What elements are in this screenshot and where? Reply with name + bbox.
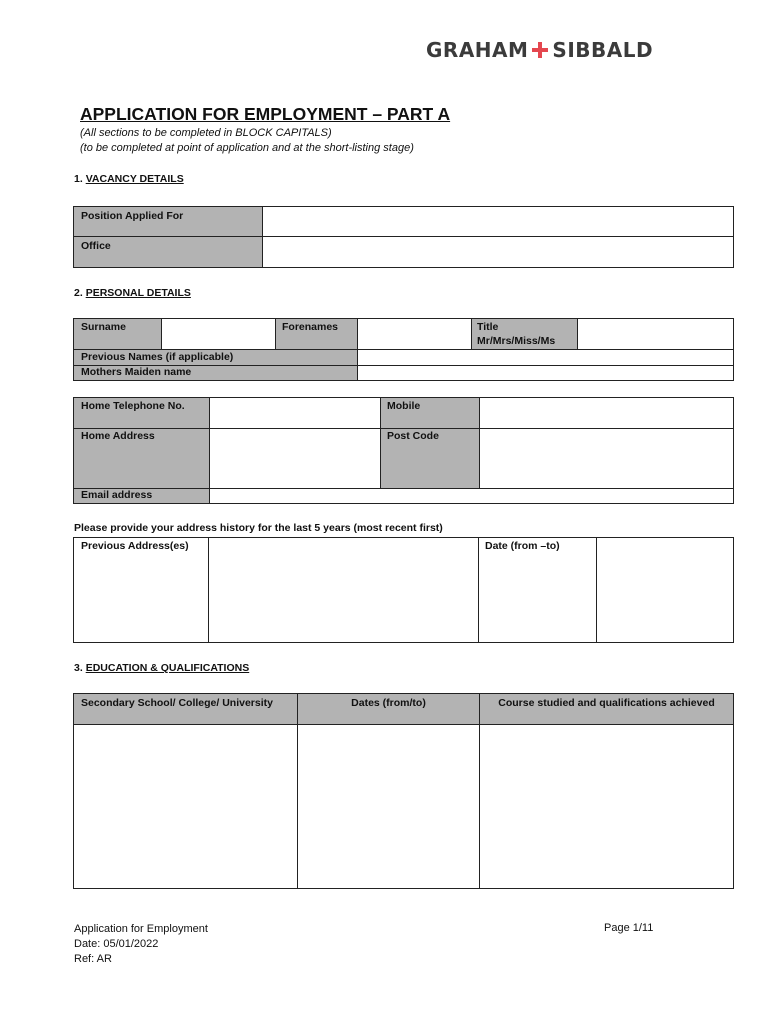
position-applied-field[interactable] bbox=[264, 207, 733, 236]
email-field[interactable] bbox=[210, 489, 733, 503]
page-number: Page 1/11 bbox=[604, 922, 654, 934]
post-code-field[interactable] bbox=[480, 429, 733, 488]
previous-address-label: Previous Address(es) bbox=[81, 540, 189, 552]
title-label: Title bbox=[477, 321, 499, 333]
contact-table bbox=[73, 397, 734, 504]
footer-doc-name: Application for Employment bbox=[74, 923, 208, 935]
post-code-label: Post Code bbox=[387, 430, 439, 442]
footer bbox=[74, 922, 208, 967]
mobile-field[interactable] bbox=[480, 398, 733, 428]
forenames-field[interactable] bbox=[358, 319, 471, 349]
name-table bbox=[73, 318, 734, 381]
section-vacancy-heading: 1. VACANCY DETAILS bbox=[74, 173, 184, 185]
address-dates-field[interactable] bbox=[597, 538, 733, 642]
maiden-name-label: Mothers Maiden name bbox=[81, 366, 192, 378]
brand-right: SIBBALD bbox=[552, 38, 654, 62]
footer-date: Date: 05/01/2022 bbox=[74, 938, 159, 950]
plus-icon bbox=[532, 42, 548, 58]
brand-left: GRAHAM bbox=[426, 38, 529, 62]
previous-address-field[interactable] bbox=[209, 538, 478, 642]
home-address-label: Home Address bbox=[81, 430, 155, 442]
email-label: Email address bbox=[81, 489, 153, 501]
title-options-label: Mr/Mrs/Miss/Ms bbox=[477, 335, 556, 347]
course-field[interactable] bbox=[480, 725, 733, 888]
education-dates-field[interactable] bbox=[298, 725, 479, 888]
address-history-table bbox=[73, 537, 734, 643]
page-title: APPLICATION FOR EMPLOYMENT – PART A bbox=[80, 104, 451, 124]
section-personal-heading: 2. PERSONAL DETAILS bbox=[74, 287, 191, 299]
surname-field[interactable] bbox=[162, 319, 275, 349]
previous-names-field[interactable] bbox=[358, 350, 733, 365]
surname-label: Surname bbox=[81, 321, 126, 333]
footer-ref: Ref: AR bbox=[74, 953, 112, 965]
graham-sibbald-logo bbox=[426, 38, 653, 62]
address-dates-label: Date (from –to) bbox=[485, 540, 560, 552]
school-header: Secondary School/ College/ University bbox=[81, 697, 273, 709]
course-header: Course studied and qualifications achieved bbox=[498, 697, 715, 709]
address-history-note: Please provide your address history for the last 5 years (most recent first) bbox=[74, 522, 443, 534]
forenames-label: Forenames bbox=[282, 321, 339, 333]
previous-names-label: Previous Names (if applicable) bbox=[81, 351, 234, 363]
home-telephone-label: Home Telephone No. bbox=[81, 400, 185, 412]
vacancy-table bbox=[73, 206, 734, 268]
title-field[interactable] bbox=[578, 319, 733, 349]
section-education-heading: 3. EDUCATION & QUALIFICATIONS bbox=[74, 662, 250, 674]
home-address-field[interactable] bbox=[210, 429, 380, 488]
maiden-name-field[interactable] bbox=[358, 366, 733, 380]
mobile-label: Mobile bbox=[387, 400, 421, 412]
office-field[interactable] bbox=[264, 237, 733, 267]
subtitle-stage: (to be completed at point of application and at the short-listing stage) bbox=[80, 142, 414, 154]
office-label: Office bbox=[81, 240, 111, 252]
position-applied-label: Position Applied For bbox=[81, 210, 184, 222]
school-field[interactable] bbox=[74, 725, 297, 888]
dates-header: Dates (from/to) bbox=[351, 697, 426, 709]
education-table bbox=[73, 693, 734, 889]
subtitle-capitals: (All sections to be completed in BLOCK CAPITALS) bbox=[80, 127, 332, 139]
home-telephone-field[interactable] bbox=[210, 398, 380, 428]
